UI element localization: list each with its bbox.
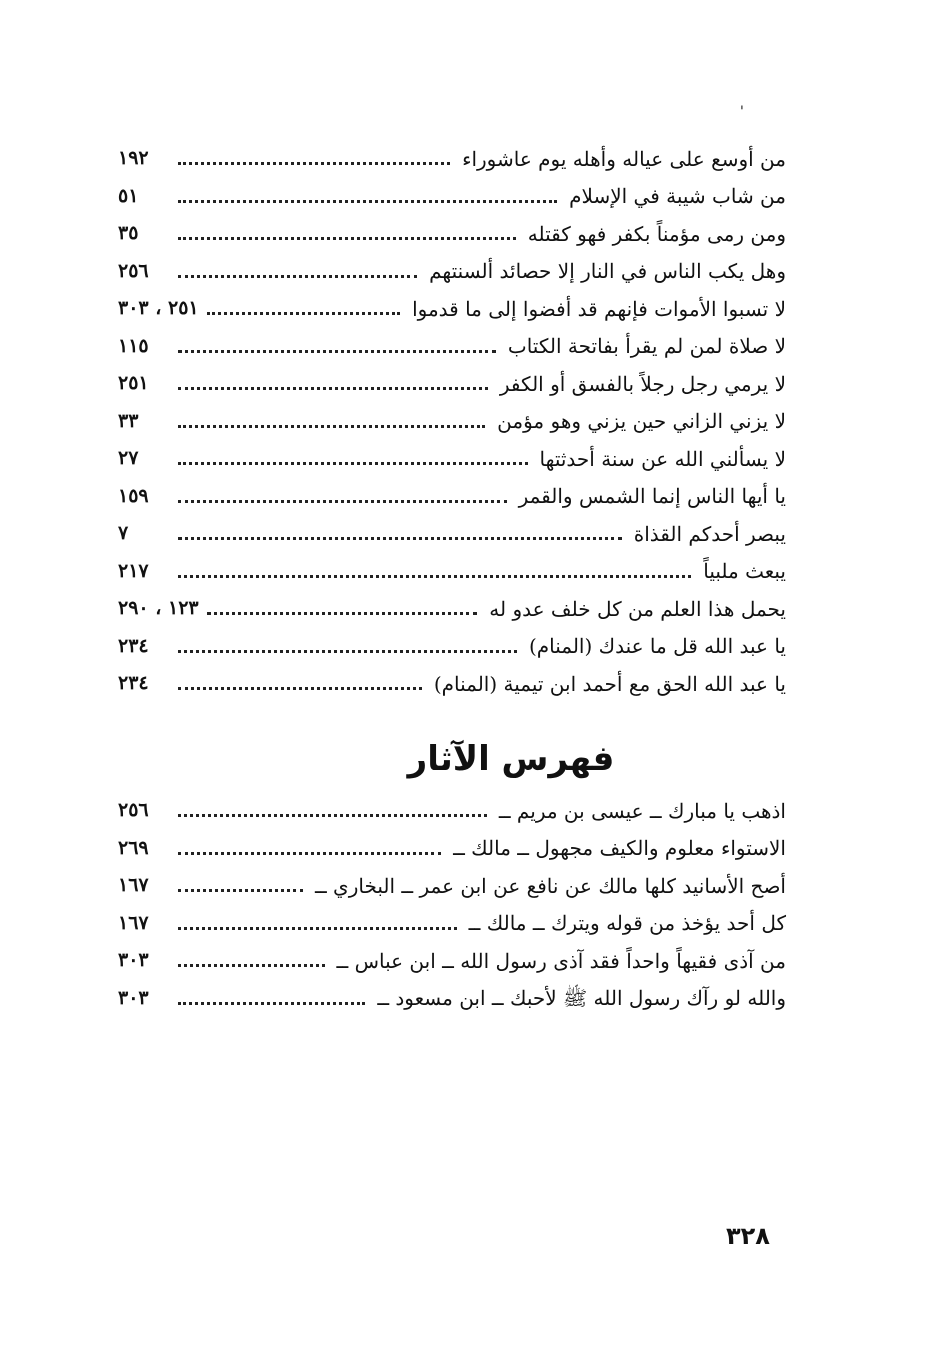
leader-dots [207, 312, 400, 315]
leader-dots [178, 350, 496, 353]
entry-page-ref: ١٢٣ ، ٢٩٠ [118, 597, 199, 620]
entry-page-ref: ٢٦٩ [118, 836, 149, 859]
athar-index-list [118, 792, 786, 1017]
index-entry [118, 365, 786, 403]
entry-page-ref: ٣٣ [118, 409, 139, 432]
leader-dots [178, 500, 507, 503]
leader-dots [178, 200, 557, 203]
entry-text: وهل يكب الناس في النار إلا حصائد ألسنتهم [429, 259, 786, 284]
entry-page-ref: ٣٠٣ [118, 949, 149, 972]
leader-dots [178, 650, 517, 653]
index-entry [118, 290, 786, 328]
leader-dots [178, 964, 325, 967]
entry-text: يحمل هذا العلم من كل خلف عدو له [489, 596, 786, 621]
leader-dots [178, 237, 516, 240]
entry-page-ref: ٢٣٤ [118, 634, 149, 657]
index-entry [118, 478, 786, 516]
index-entry [118, 942, 786, 980]
top-mark: '‏ [740, 104, 744, 120]
entry-text: يا عبد الله الحق مع أحمد ابن تيمية (المنام) [433, 671, 786, 696]
entry-page-ref: ٢٥٦ [118, 799, 149, 822]
entry-text: يبصر أحدكم القذاة [633, 521, 786, 546]
index-entry [118, 980, 786, 1018]
leader-dots [178, 814, 487, 817]
entry-page-ref: ٧ [118, 522, 129, 545]
leader-dots [178, 927, 457, 930]
entry-page-ref: ٢٥١ ، ٣٠٣ [118, 297, 199, 320]
entry-text: يا أيها الناس إنما الشمس والقمر [518, 484, 786, 509]
leader-dots [178, 425, 485, 428]
index-entry [118, 178, 786, 216]
section-title [0, 739, 932, 779]
index-entry [118, 553, 786, 591]
entry-text: أصح الأسانيد كلها مالك عن نافع عن ابن عمر ــ البخاري ــ [314, 873, 786, 898]
leader-dots [178, 1002, 365, 1005]
entry-text: من شاب شيبة في الإسلام [569, 184, 786, 209]
entry-page-ref: ٥١ [118, 184, 139, 207]
entry-text: يبعث ملبياً [703, 559, 786, 584]
index-entry [118, 590, 786, 628]
leader-dots [178, 162, 450, 165]
entry-page-ref: ١٦٧ [118, 911, 149, 934]
leader-dots [178, 687, 422, 690]
leader-dots [178, 537, 622, 540]
leader-dots [207, 612, 478, 615]
leader-dots [178, 575, 691, 578]
entry-page-ref: ٣٥ [118, 222, 139, 245]
index-entry [118, 440, 786, 478]
entry-text: من أوسع على عياله وأهله يوم عاشوراء [462, 146, 786, 171]
entry-text: لا يزني الزاني حين يزني وهو مؤمن [497, 409, 786, 434]
index-entry [118, 905, 786, 943]
entry-text: والله لو رآك رسول الله ﷺ لأحبك ــ ابن مسعود ــ [377, 986, 786, 1011]
entry-page-ref: ١٥٩ [118, 484, 149, 507]
index-entry [118, 665, 786, 703]
entry-text: اذهب يا مبارك ــ عيسى بن مريم ــ [498, 798, 786, 823]
leader-dots [178, 852, 441, 855]
leader-dots [178, 889, 303, 892]
entry-text: لا يرمي رجل رجلاً بالفسق أو الكفر [499, 371, 786, 396]
entry-text: ومن رمى مؤمناً بكفر فهو كقتله [527, 221, 786, 246]
index-entry [118, 253, 786, 291]
hadith-index-list [118, 140, 786, 703]
leader-dots [178, 462, 528, 465]
entry-page-ref: ٢٧ [118, 447, 139, 470]
index-entry [118, 830, 786, 868]
entry-text: لا يسألني الله عن سنة أحدثتها [539, 446, 786, 471]
index-entry [118, 403, 786, 441]
entry-page-ref: ١١٥ [118, 334, 149, 357]
index-entry [118, 792, 786, 830]
page-number: ٣٢٨ [726, 1222, 770, 1250]
entry-text: يا عبد الله قل ما عندك (المنام) [528, 634, 786, 659]
index-entry [118, 515, 786, 553]
entry-text: لا تسبوا الأموات فإنهم قد أفضوا إلى ما قدموا [412, 296, 786, 321]
entry-page-ref: ١٦٧ [118, 874, 149, 897]
entry-page-ref: ٢٣٤ [118, 672, 149, 695]
entry-text: لا صلاة لمن لم يقرأ بفاتحة الكتاب [507, 334, 786, 359]
entry-text: من آذى فقيهاً واحداً فقد آذى رسول الله ــ ابن عباس ــ [336, 948, 786, 973]
entry-page-ref: ٢١٧ [118, 559, 149, 582]
leader-dots [178, 387, 488, 390]
index-entry [118, 867, 786, 905]
section-title-text: فهرس الآثار [407, 739, 615, 779]
entry-text: كل أحد يؤخذ من قوله ويترك ــ مالك ــ [468, 911, 786, 936]
index-entry [118, 140, 786, 178]
entry-page-ref: ٢٥١ [118, 372, 149, 395]
entry-page-ref: ١٩٢ [118, 147, 149, 170]
leader-dots [178, 275, 417, 278]
index-entry [118, 328, 786, 366]
entry-text: الاستواء معلوم والكيف مجهول ــ مالك ــ [453, 836, 786, 861]
index-entry [118, 628, 786, 666]
index-entry [118, 215, 786, 253]
entry-page-ref: ٣٠٣ [118, 986, 149, 1009]
entry-page-ref: ٢٥٦ [118, 259, 149, 282]
